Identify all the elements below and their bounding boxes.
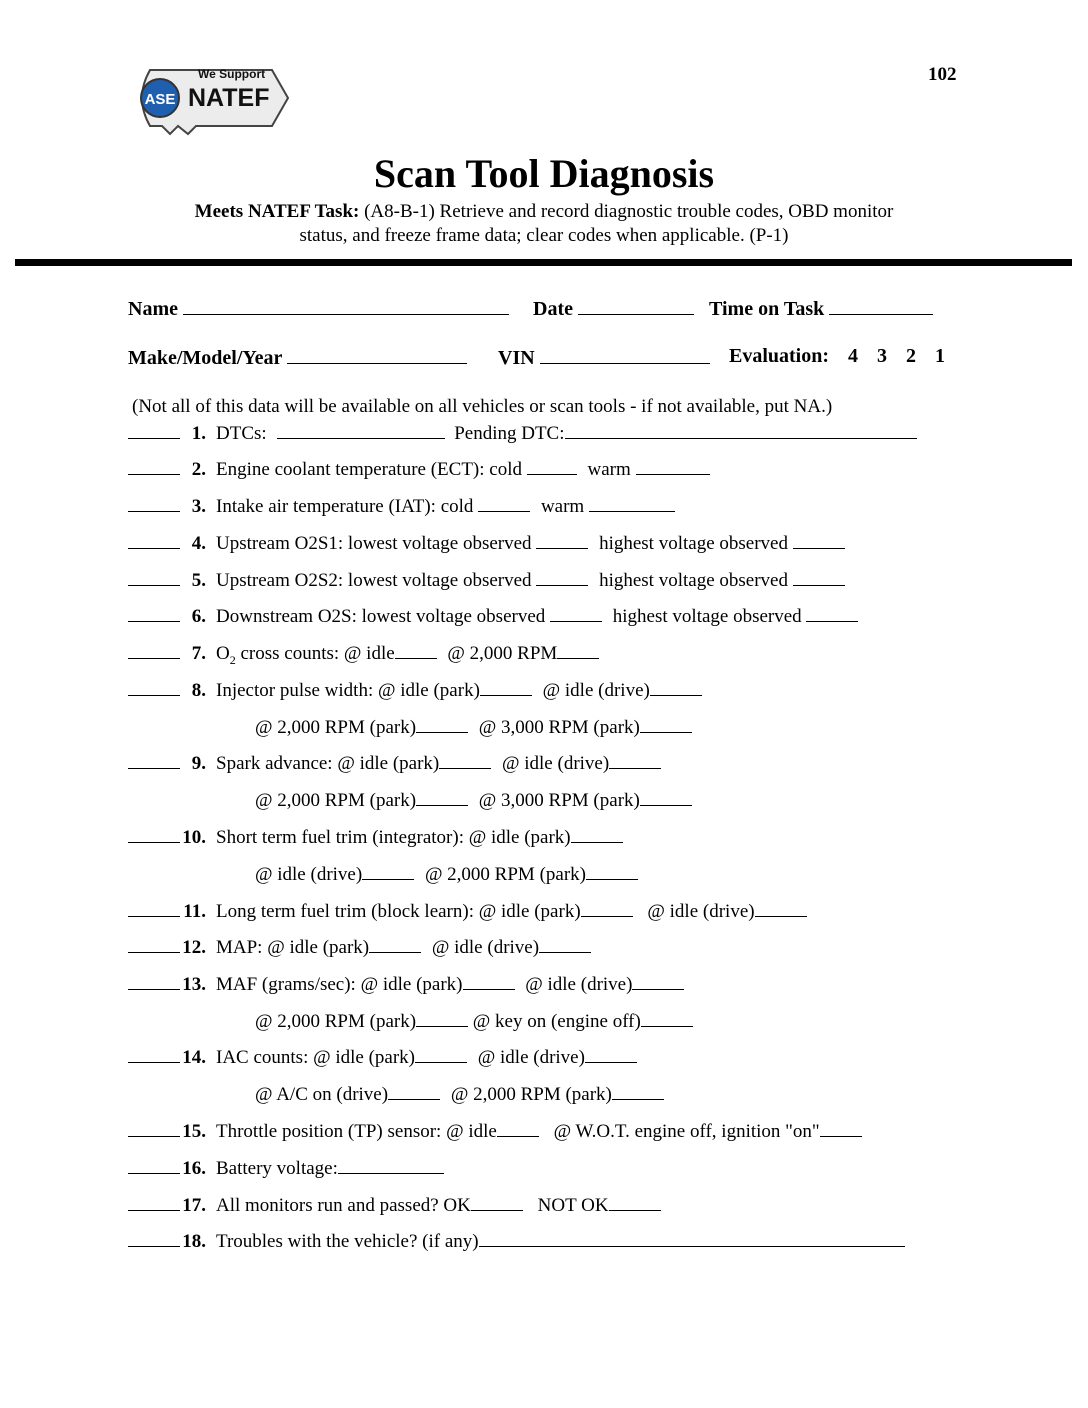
score-blank[interactable]: [128, 1229, 180, 1247]
item-text: Battery voltage:: [216, 1158, 338, 1179]
item-text: Intake air temperature (IAT): cold: [216, 496, 474, 517]
item-text: All monitors run and passed? OK: [216, 1195, 471, 1216]
answer-blank[interactable]: [497, 1118, 539, 1137]
item-text: cross counts: @ idle: [235, 643, 395, 664]
item-number: 6.: [191, 606, 206, 627]
item-text: @ 2,000 RPM (park): [255, 717, 417, 738]
answer-blank[interactable]: [565, 420, 917, 439]
item-text: @ idle (drive): [502, 753, 610, 774]
item-8-continued: [255, 714, 692, 739]
item-18: [128, 1228, 905, 1252]
score-blank[interactable]: [128, 604, 180, 622]
item-text: Pending DTC:: [454, 423, 565, 444]
answer-blank[interactable]: [416, 787, 468, 806]
item-text: highest voltage observed: [612, 606, 802, 627]
answer-blank[interactable]: [632, 971, 684, 990]
make-model-year-field: [128, 345, 467, 370]
item-text: @ 2,000 RPM: [447, 643, 558, 664]
item-text: Injector pulse width: @ idle (park): [216, 680, 480, 701]
item-17: [128, 1192, 661, 1216]
answer-blank[interactable]: [416, 714, 468, 733]
item-number: 9.: [191, 753, 206, 774]
item-text: Spark advance: @ idle (park): [216, 753, 440, 774]
score-blank[interactable]: [128, 972, 180, 990]
item-text: Upstream O2S2: lowest voltage observed: [216, 570, 532, 591]
answer-blank[interactable]: [480, 677, 532, 696]
item-14: [128, 1044, 637, 1068]
item-10-continued: [255, 861, 638, 886]
answer-blank[interactable]: [415, 1044, 467, 1063]
item-number: 14.: [182, 1047, 206, 1068]
logo-main-text: NATEF: [188, 84, 270, 112]
time-on-task-label: Time on Task: [709, 298, 825, 320]
subscript: 2: [229, 652, 236, 667]
answer-blank[interactable]: [539, 934, 591, 953]
item-text: Upstream O2S1: lowest voltage observed: [216, 533, 532, 554]
item-10: [128, 824, 623, 848]
item-text: NOT OK: [537, 1195, 609, 1216]
score-blank[interactable]: [128, 457, 180, 475]
item-number: 2.: [191, 459, 206, 480]
item-15: [128, 1118, 862, 1142]
vin-label: VIN: [498, 347, 535, 369]
ase-natef-logo: [130, 58, 295, 140]
answer-blank[interactable]: [650, 677, 702, 696]
make-model-year-blank[interactable]: [287, 345, 467, 364]
item-text: @ 3,000 RPM (park): [478, 790, 640, 811]
item-text: @ 2,000 RPM (park): [255, 1011, 417, 1032]
item-13: [128, 971, 684, 995]
item-5: [128, 567, 845, 591]
item-number: 5.: [191, 570, 206, 591]
evaluation-label: Evaluation:: [729, 345, 830, 367]
item-text: @ idle (drive): [525, 974, 633, 995]
item-7: [128, 640, 599, 667]
item-number: 18.: [182, 1231, 206, 1252]
score-blank[interactable]: [128, 1119, 180, 1137]
date-blank[interactable]: [578, 296, 694, 315]
time-on-task-field: [709, 296, 933, 321]
item-12: [128, 934, 591, 958]
item-number: 16.: [182, 1158, 206, 1179]
answer-blank[interactable]: [641, 1008, 693, 1027]
answer-blank[interactable]: [478, 493, 530, 512]
task-description: [0, 200, 1088, 248]
answer-blank[interactable]: [471, 1192, 523, 1211]
score-blank[interactable]: [128, 421, 180, 439]
item-number: 17.: [182, 1195, 206, 1216]
logo-top-text: We Support: [198, 67, 266, 81]
item-9-continued: [255, 787, 692, 812]
item-text: @ idle (drive): [255, 864, 363, 885]
item-text: @ idle (drive): [477, 1047, 585, 1068]
date-label: Date: [533, 298, 573, 320]
answer-blank[interactable]: [388, 1081, 440, 1100]
item-text: Engine coolant temperature (ECT): cold: [216, 459, 522, 480]
answer-blank[interactable]: [362, 861, 414, 880]
evaluation-score-3[interactable]: 3: [877, 345, 888, 367]
evaluation-score-2[interactable]: 2: [906, 345, 917, 367]
item-number: 12.: [182, 937, 206, 958]
score-blank[interactable]: [128, 568, 180, 586]
name-label: Name: [128, 298, 178, 320]
task-line-1: (A8-B-1) Retrieve and record diagnostic trouble codes, OBD monitor: [364, 201, 894, 222]
task-line-2: status, and freeze frame data; clear codes when applicable. (P-1): [299, 225, 789, 246]
answer-blank[interactable]: [439, 750, 491, 769]
item-1: [128, 420, 917, 444]
item-text: Long term fuel trim (block learn): @ idle (park): [216, 901, 581, 922]
score-blank[interactable]: [128, 494, 180, 512]
date-field: [533, 296, 694, 321]
answer-blank[interactable]: [581, 898, 633, 917]
answer-blank[interactable]: [527, 456, 577, 475]
item-text: @ A/C on (drive): [255, 1084, 389, 1105]
answer-blank[interactable]: [416, 1008, 468, 1027]
answer-blank[interactable]: [640, 714, 692, 733]
item-11: [128, 898, 807, 922]
item-number: 4.: [191, 533, 206, 554]
item-text: @ idle (drive): [431, 937, 540, 958]
name-field: [128, 296, 509, 321]
answer-blank[interactable]: [612, 1081, 664, 1100]
answer-blank[interactable]: [820, 1118, 862, 1137]
item-text: Short term fuel trim (integrator): @ idle (park): [216, 827, 571, 848]
answer-blank[interactable]: [463, 971, 515, 990]
item-9: [128, 750, 661, 774]
item-text: @ idle (drive): [542, 680, 650, 701]
name-blank[interactable]: [183, 296, 509, 315]
evaluation-score-4[interactable]: 4: [848, 345, 859, 367]
answer-blank[interactable]: [755, 898, 807, 917]
item-text: @ idle (drive): [647, 901, 755, 922]
answer-blank[interactable]: [589, 493, 675, 512]
item-text: @ 3,000 RPM (park): [478, 717, 640, 738]
answer-blank[interactable]: [550, 603, 602, 622]
score-blank[interactable]: [128, 641, 180, 659]
answer-blank[interactable]: [369, 934, 421, 953]
page-title: Scan Tool Diagnosis: [373, 151, 715, 196]
time-on-task-blank[interactable]: [829, 296, 933, 315]
score-blank[interactable]: [128, 751, 180, 769]
answer-blank[interactable]: [277, 420, 445, 439]
item-16: [128, 1155, 444, 1179]
item-number: 15.: [182, 1121, 206, 1142]
item-number: 11.: [183, 901, 206, 922]
score-blank[interactable]: [128, 1156, 180, 1174]
answer-blank[interactable]: [479, 1228, 905, 1247]
item-text: DTCs:: [216, 423, 267, 444]
item-text: IAC counts: @ idle (park): [216, 1047, 416, 1068]
item-14-continued: [255, 1081, 664, 1106]
item-text: O: [216, 643, 230, 664]
item-13-continued: [255, 1008, 693, 1033]
item-number: 1.: [191, 423, 206, 444]
score-blank[interactable]: [128, 825, 180, 843]
item-number: 10.: [182, 827, 206, 848]
item-text: Downstream O2S: lowest voltage observed: [216, 606, 546, 627]
score-blank[interactable]: [128, 1045, 180, 1063]
item-8: [128, 677, 702, 701]
score-blank[interactable]: [128, 935, 180, 953]
answer-blank[interactable]: [806, 603, 858, 622]
evaluation-field: [729, 345, 945, 368]
item-text: highest voltage observed: [599, 533, 788, 554]
answer-blank[interactable]: [571, 824, 623, 843]
item-text: MAP: @ idle (park): [216, 937, 370, 958]
answer-blank[interactable]: [609, 750, 661, 769]
score-blank[interactable]: [128, 678, 180, 696]
answer-blank[interactable]: [536, 567, 588, 586]
item-text: @ 2,000 RPM (park): [450, 1084, 612, 1105]
evaluation-score-1[interactable]: 1: [935, 345, 946, 367]
item-6: [128, 603, 858, 627]
item-3: [128, 493, 675, 517]
make-model-year-label: Make/Model/Year: [128, 347, 283, 369]
item-4: [128, 530, 845, 554]
score-blank[interactable]: [128, 899, 180, 917]
item-text: Troubles with the vehicle? (if any): [216, 1231, 479, 1252]
item-number: 7.: [191, 643, 206, 664]
ase-badge-text: ASE: [144, 91, 176, 108]
score-blank[interactable]: [128, 1193, 180, 1211]
answer-blank[interactable]: [395, 640, 437, 659]
answer-blank[interactable]: [536, 530, 588, 549]
answer-blank[interactable]: [793, 530, 845, 549]
answer-blank[interactable]: [586, 861, 638, 880]
item-number: 13.: [182, 974, 206, 995]
answer-blank[interactable]: [640, 787, 692, 806]
vin-field: [498, 345, 710, 370]
item-number: 3.: [191, 496, 206, 517]
answer-blank[interactable]: [585, 1044, 637, 1063]
score-blank[interactable]: [128, 531, 180, 549]
answer-blank[interactable]: [636, 456, 710, 475]
item-text: @ key on (engine off): [472, 1011, 641, 1032]
item-number: 8.: [191, 680, 206, 701]
item-text: warm: [587, 459, 631, 480]
task-label: Meets NATEF Task:: [194, 201, 360, 222]
item-text: @ 2,000 RPM (park): [255, 790, 417, 811]
availability-note: (Not all of this data will be available on all vehicles or scan tools - if not available, put NA.): [132, 396, 833, 417]
item-text: @ W.O.T. engine off, ignition "on": [553, 1121, 820, 1142]
vin-blank[interactable]: [540, 345, 710, 364]
answer-blank[interactable]: [609, 1192, 661, 1211]
item-2: [128, 456, 710, 480]
page-number: 102: [928, 64, 957, 85]
item-text: warm: [540, 496, 585, 517]
item-text: highest voltage observed: [599, 570, 788, 591]
item-text: MAF (grams/sec): @ idle (park): [216, 974, 463, 995]
divider-rule: [15, 259, 1072, 266]
item-text: @ 2,000 RPM (park): [424, 864, 586, 885]
answer-blank[interactable]: [338, 1155, 444, 1174]
answer-blank[interactable]: [557, 640, 599, 659]
item-text: Throttle position (TP) sensor: @ idle: [216, 1121, 497, 1142]
answer-blank[interactable]: [793, 567, 845, 586]
